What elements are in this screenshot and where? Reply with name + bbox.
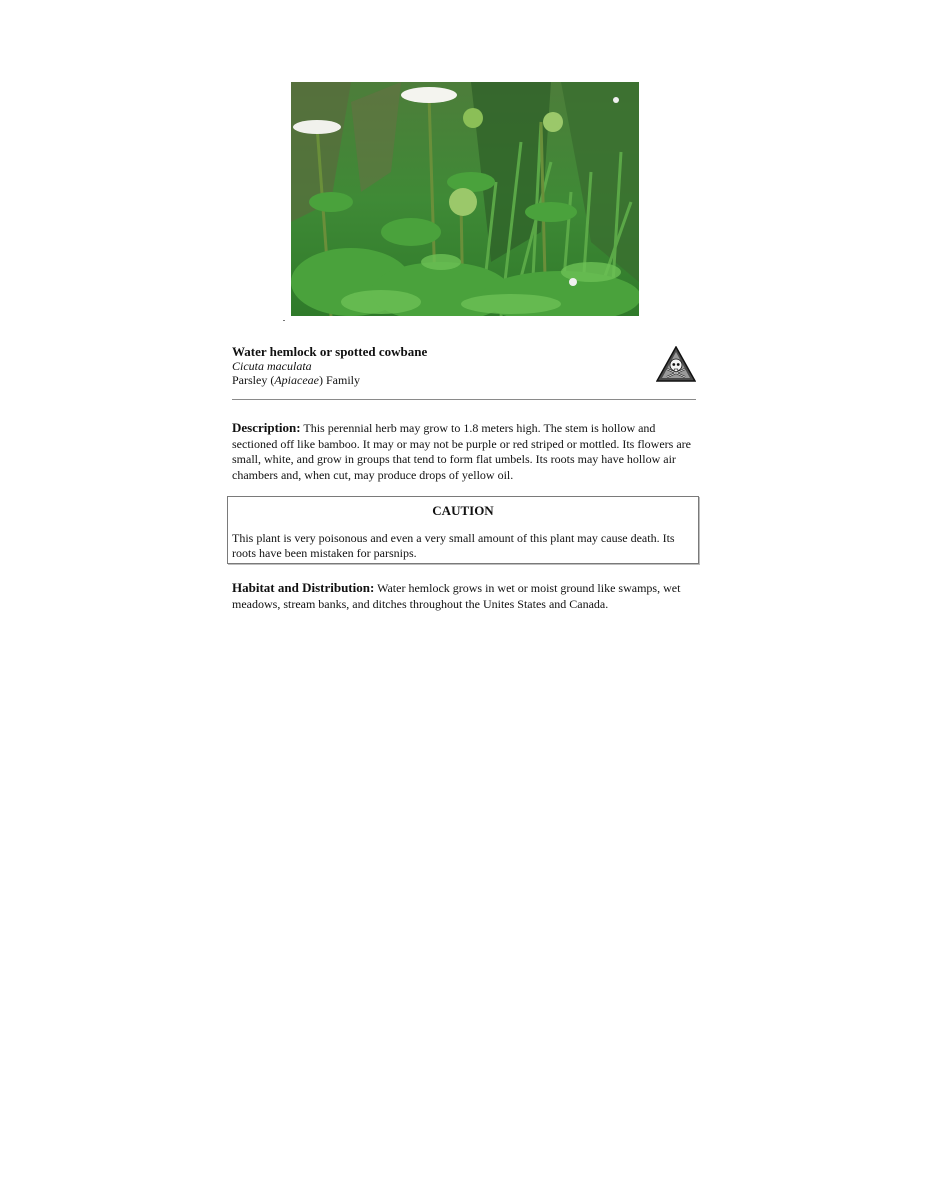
- plant-header: [232, 344, 696, 387]
- water-hemlock-image: [291, 82, 639, 316]
- habitat-paragraph: [232, 580, 702, 612]
- plant-photo: [291, 82, 639, 316]
- caution-text: This plant is very poisonous and even a very small amount of this plant may cause death. Its roots have been mistaken for parsnips.: [232, 531, 675, 560]
- family-prefix: Parsley (: [232, 373, 275, 387]
- description-label: Description:: [232, 420, 301, 435]
- skull-crossbones-warning-icon: [656, 346, 696, 382]
- habitat-text: Water hemlock grows in wet or moist ground like swamps, wet meadows, stream banks, and ditches throughout the Unites States and Canada.: [232, 581, 681, 611]
- scientific-name: Cicuta maculata: [232, 359, 312, 373]
- common-name: Water hemlock or spotted cowbane: [232, 344, 428, 359]
- habitat-label: Habitat and Distribution:: [232, 580, 375, 595]
- family-latin: Apiaceae: [274, 373, 319, 387]
- description-text: This perennial herb may grow to 1.8 meters high. The stem is hollow and sectioned off like bamboo. It may or may not be purple or red striped or mottled. Its flowers are small, white, and grow in groups that tend to form flat umbels. Its roots may have hollow air chambers and, when cut, may produce drops of yellow oil.: [232, 421, 691, 482]
- description-paragraph: [232, 420, 696, 483]
- caution-box: [227, 496, 699, 564]
- caution-title: CAUTION: [432, 503, 494, 518]
- family-suffix: ) Family: [318, 373, 360, 387]
- header-divider: [232, 399, 696, 400]
- scan-speck: [283, 320, 285, 321]
- family-line: [232, 373, 696, 387]
